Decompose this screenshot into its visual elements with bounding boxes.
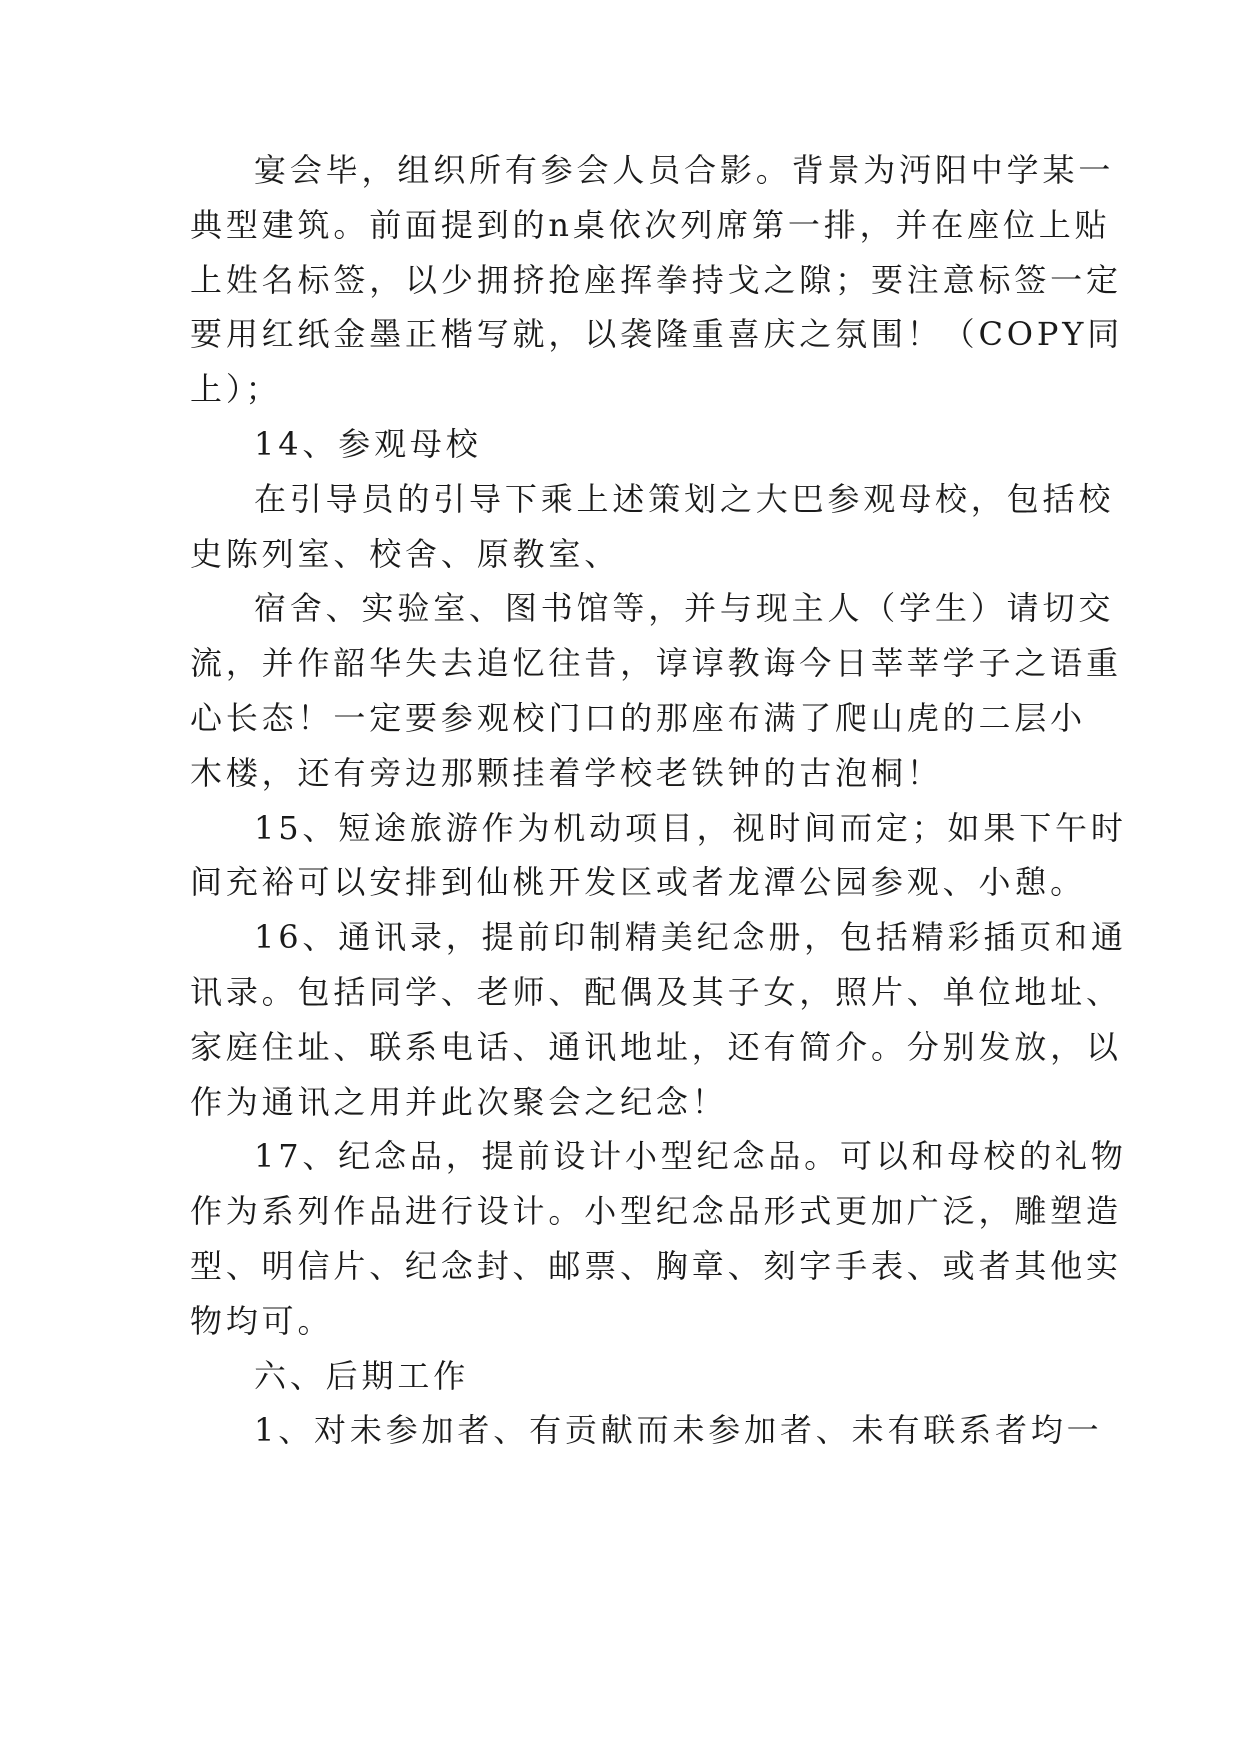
text-line: 上姓名标签，以少拥挤抢座挥拳持戈之隙；要注意标签一定 (190, 261, 1122, 299)
section-heading: 六、后期工作 (254, 1357, 470, 1395)
text-line: 在引导员的引导下乘上述策划之大巴参观母校，包括校 (254, 480, 1115, 518)
text-line: 型、明信片、纪念封、邮票、胸章、刻字手表、或者其他实 (190, 1247, 1122, 1285)
text-line: 17、纪念品，提前设计小型纪念品。可以和母校的礼物 (254, 1137, 1127, 1175)
text-line: 1、对未参加者、有贡献而未参加者、未有联系者均一 (254, 1411, 1103, 1449)
text-line: 作为系列作品进行设计。小型纪念品形式更加广泛，雕塑造 (190, 1192, 1122, 1230)
text-line: 间充裕可以安排到仙桃开发区或者龙潭公园参观、小憩。 (190, 863, 1087, 901)
text-line: 15、短途旅游作为机动项目，视时间而定；如果下午时 (254, 809, 1127, 847)
text-line: 宿舍、实验室、图书馆等，并与现主人（学生）请切交 (254, 589, 1115, 627)
text-line: 心长态！一定要参观校门口的那座布满了爬山虎的二层小 (190, 699, 1087, 737)
text-line: 史陈列室、校舍、原教室、 (190, 535, 621, 573)
text-line: 16、通讯录，提前印制精美纪念册，包括精彩插页和通 (254, 918, 1127, 956)
text-line: 要用红纸金墨正楷写就，以袭隆重喜庆之氛围！（COPY同 (190, 315, 1124, 353)
text-line: 上）； (190, 370, 282, 408)
text-line: 作为通讯之用并此次聚会之纪念！ (190, 1083, 728, 1121)
text-line: 流，并作韶华失去追忆往昔，谆谆教诲今日莘莘学子之语重 (190, 644, 1122, 682)
text-line: 物均可。 (190, 1302, 334, 1340)
text-line: 典型建筑。前面提到的n桌依次列席第一排，并在座位上贴 (190, 206, 1111, 244)
text-line: 家庭住址、联系电话、通讯地址，还有简介。分别发放，以 (190, 1028, 1122, 1066)
text-line: 讯录。包括同学、老师、配偶及其子女，照片、单位地址、 (190, 973, 1122, 1011)
section-heading: 14、参观母校 (254, 425, 482, 463)
text-line: 宴会毕，组织所有参会人员合影。背景为沔阳中学某一 (254, 151, 1115, 189)
text-line: 木楼，还有旁边那颗挂着学校老铁钟的古泡桐！ (190, 754, 943, 792)
